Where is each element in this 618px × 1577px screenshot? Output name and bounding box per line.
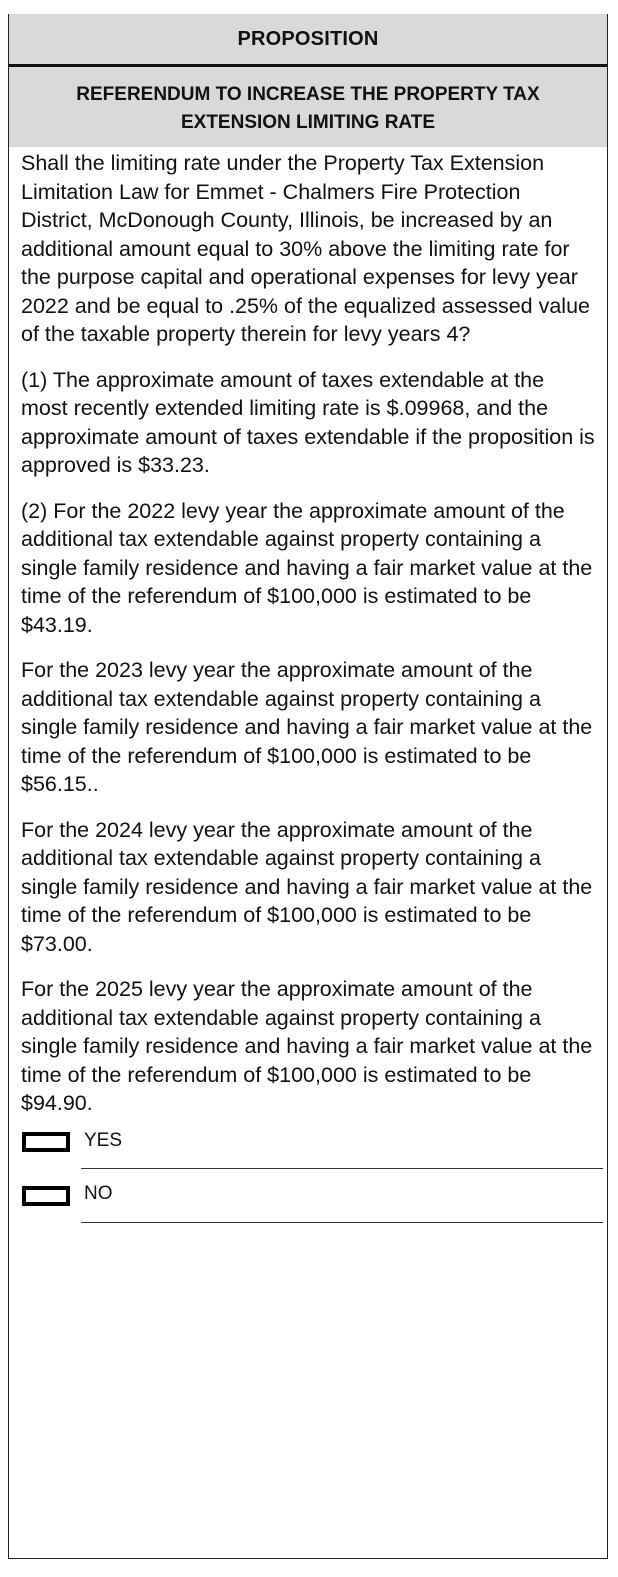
measure-paragraph-2: (2) For the 2022 levy year the approximate amount of the additional tax extendable against property containing a single family residence and having a fair market value at the time of the referendum of $100,000 is estimated to be $43.19. [21, 498, 593, 637]
measure-paragraph-1: (1) The approximate amount of taxes extendable at the most recently extended limiting rate is $.09968, and the approximate amount of taxes extendable if the proposition is approved is $33.23. [21, 367, 595, 477]
ballot-contest [8, 14, 608, 1559]
no-line [81, 1222, 603, 1223]
measure-title-line-1: REFERENDUM TO INCREASE THE PROPERTY TAX [76, 84, 540, 105]
measure-title-line-2: EXTENSION LIMITING RATE [180, 112, 436, 133]
measure-paragraph-2024: For the 2024 levy year the approximate amount of the additional tax extendable against property containing a single family residence and having a fair market value at the time of the referendum of $100,000 is estimated to be $73.00. [21, 817, 593, 956]
choice-no[interactable] [9, 1180, 607, 1236]
proposition-header-title: PROPOSITION [237, 27, 379, 50]
measure-paragraph-2023: For the 2023 levy year the approximate amount of the additional tax extendable against property containing a single family residence and having a fair market value at the time of the referendum of $100,000 is estimated to be $56.15.. [21, 658, 593, 796]
no-checkbox[interactable] [22, 1186, 70, 1206]
yes-label: YES [84, 1129, 123, 1151]
choice-yes[interactable] [9, 1124, 607, 1180]
yes-checkbox[interactable] [22, 1132, 70, 1152]
measure-text [9, 147, 607, 1118]
yes-line [81, 1168, 603, 1169]
no-label: NO [84, 1182, 113, 1204]
measure-paragraph-2025: For the 2025 levy year the approximate amount of the additional tax extendable against property containing a single family residence and having a fair market value at the time of the referendum of $100,000 is estimated to be $94.90. [21, 977, 593, 1115]
measure-title [9, 67, 607, 147]
measure-question: Shall the limiting rate under the Property Tax Extension Limitation Law for Emmet - Chalmers Fire Protection District, McDonough County, Illinois, be increased by an additional amount equal to 30% above the limiting rate for the purpose capital and operational expenses for levy year 2022 and be equal to .25% of the equalized assessed value of the taxable property therein for levy years 4? [21, 151, 590, 346]
proposition-header [9, 14, 607, 67]
